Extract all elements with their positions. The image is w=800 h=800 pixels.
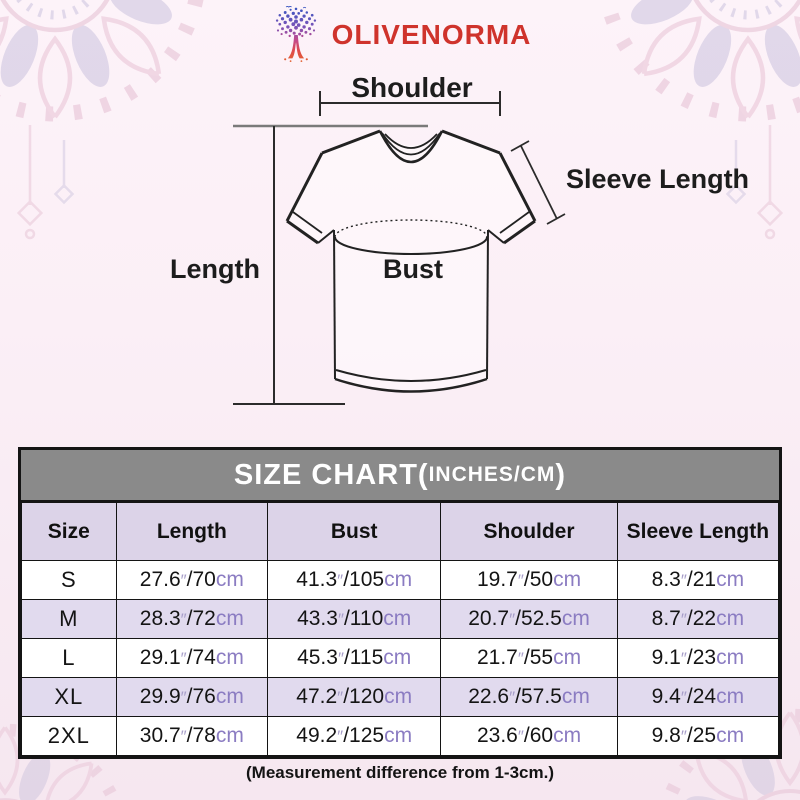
- measurement-cell: 47.2″/120cm: [268, 678, 441, 717]
- measurement-cell: 43.3″/110cm: [268, 600, 441, 639]
- measurement-cell: 21.7″/55cm: [441, 639, 617, 678]
- column-header-shoulder: Shoulder: [441, 503, 617, 561]
- measurement-cell: 28.3″/72cm: [116, 600, 267, 639]
- column-header-length: Length: [116, 503, 267, 561]
- column-header-row: [22, 503, 779, 561]
- size-table: [21, 502, 779, 756]
- brand-name: OLIVENORMA: [331, 19, 532, 50]
- measurement-cell: 27.6″/70cm: [116, 561, 267, 600]
- column-header-size: Size: [22, 503, 117, 561]
- measurement-cell: 9.1″/23cm: [617, 639, 778, 678]
- table-row: [22, 678, 779, 717]
- column-header-sleeve-length: Sleeve Length: [617, 503, 778, 561]
- measurement-cell: 23.6″/60cm: [441, 717, 617, 756]
- size-chart-title-close: ): [555, 458, 567, 491]
- size-chart-title-units: INCHES/CM: [428, 463, 556, 486]
- shoulder-label: Shoulder: [351, 72, 473, 103]
- brand-logo: [0, 6, 800, 64]
- size-cell: L: [22, 639, 117, 678]
- table-row: [22, 717, 779, 756]
- measurement-cell: 22.6″/57.5cm: [441, 678, 617, 717]
- length-label: Length: [170, 254, 260, 284]
- table-row: [22, 600, 779, 639]
- tree-icon: [269, 6, 323, 64]
- size-rows: [22, 561, 779, 756]
- sleeve-length-label: Sleeve Length: [566, 164, 750, 194]
- table-row: [22, 639, 779, 678]
- measurement-cell: 9.4″/24cm: [617, 678, 778, 717]
- column-header-bust: Bust: [268, 503, 441, 561]
- size-chart-title: [21, 450, 779, 502]
- size-cell: XL: [22, 678, 117, 717]
- measurement-cell: 30.7″/78cm: [116, 717, 267, 756]
- measurement-cell: 8.3″/21cm: [617, 561, 778, 600]
- measurement-cell: 29.9″/76cm: [116, 678, 267, 717]
- measurement-cell: 9.8″/25cm: [617, 717, 778, 756]
- measurement-cell: 45.3″/115cm: [268, 639, 441, 678]
- size-chart-title-main: SIZE CHART(: [233, 458, 429, 491]
- size-cell: M: [22, 600, 117, 639]
- measurement-cell: 20.7″/52.5cm: [441, 600, 617, 639]
- measurement-cell: 41.3″/105cm: [268, 561, 441, 600]
- size-chart: [18, 447, 782, 759]
- measurement-note: (Measurement difference from 1-3cm.): [246, 763, 554, 782]
- measurement-cell: 49.2″/125cm: [268, 717, 441, 756]
- size-cell: S: [22, 561, 117, 600]
- measurement-cell: 8.7″/22cm: [617, 600, 778, 639]
- table-row: [22, 561, 779, 600]
- measurement-cell: 19.7″/50cm: [441, 561, 617, 600]
- bust-label: Bust: [383, 254, 443, 284]
- measurement-cell: 29.1″/74cm: [116, 639, 267, 678]
- size-cell: 2XL: [22, 717, 117, 756]
